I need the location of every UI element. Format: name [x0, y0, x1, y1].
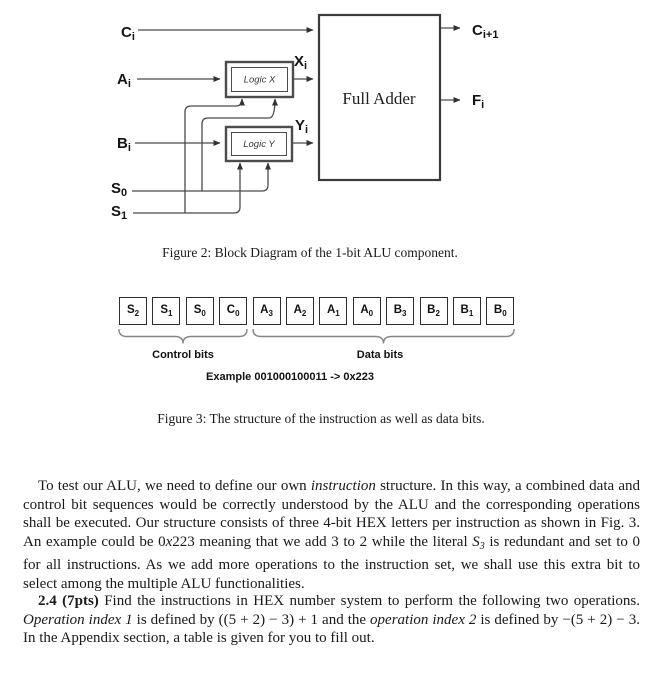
signal-ci: $C_i$ — [121, 24, 135, 43]
text-segment: x — [165, 533, 173, 550]
text-segment: 3 — [479, 540, 485, 552]
text-segment: instruction — [310, 478, 376, 494]
bit-box-S2 — [119, 297, 147, 325]
bit-index: 3 — [268, 309, 273, 318]
control-bits-label: Control bits — [152, 349, 214, 361]
wire-s0-to-logicy — [132, 163, 268, 191]
bit-name: A — [360, 304, 369, 317]
paragraph-section-2-4 — [23, 592, 640, 648]
bit-index: 0 — [201, 309, 206, 318]
bit-name: S — [126, 304, 135, 317]
paragraph-instruction-structure — [23, 477, 640, 594]
logic-y-label: Logic Y — [243, 139, 275, 150]
data-bits-label: Data bits — [356, 349, 404, 361]
text-segment: is redundant and set to 0 for all instructions. As we add more operations to the instruction set, we shall use this extra bit to select among the multiple ALU functionalities. — [23, 533, 640, 592]
signal-s1: $S_1$ — [111, 203, 128, 222]
alu-block-diagram — [0, 0, 667, 235]
text-segment: Operation index 1 — [23, 611, 133, 628]
text-segment: structure. In this way, a combined data and control bit sequences would be correctly understood by the ALU and the corresponding operations shall be executed. Our structure consists of three 4-bit HEX letters per instruction as shown in Fig. 3. An example could be 0 — [23, 478, 640, 550]
bit-box-S0 — [186, 297, 214, 325]
text-segment: Find the instructions in HEX number system to perform the following two operations. — [98, 593, 640, 609]
bit-index: 2 — [301, 309, 307, 318]
signal-yi: $Y_i$ — [295, 117, 309, 136]
full-adder-label: Full Adder — [342, 89, 416, 108]
data-bits-brace — [253, 330, 514, 344]
bit-box-A0 — [353, 297, 381, 325]
bit-name: S — [160, 304, 168, 317]
logic-y-block — [226, 127, 292, 161]
bit-index: 0 — [235, 309, 240, 318]
text-segment: 223 meaning that we add 3 to 2 while the literal — [172, 533, 473, 550]
figure2-caption: Figure 2: Block Diagram of the 1-bit ALU component. — [162, 245, 458, 260]
signal-s0: $S_0$ — [111, 180, 128, 199]
bit-index: 1 — [335, 309, 340, 318]
bit-box-B1 — [453, 297, 481, 325]
signal-fi: $F_i$ — [472, 92, 485, 111]
bit-index: 0 — [502, 309, 507, 318]
signal-ai: $A_i$ — [117, 71, 131, 90]
text-segment: S — [472, 533, 480, 550]
text-segment: is defined by ((5 + 2) − 3) + 1 and the — [132, 611, 371, 628]
bit-name: A — [326, 304, 336, 317]
bit-box-B0 — [486, 297, 514, 325]
bit-index: 2 — [134, 309, 140, 318]
bit-box-B2 — [420, 297, 448, 325]
bit-index: 1 — [468, 309, 474, 318]
signal-xi: $X_i$ — [294, 53, 308, 72]
figure3-caption: Figure 3: The structure of the instruction as well as data bits. — [157, 411, 485, 426]
text-segment: To test our ALU, we need to define our own — [38, 478, 311, 494]
bit-group-braces — [0, 329, 667, 349]
signal-bi: $B_i$ — [117, 135, 131, 154]
logic-x-label: Logic X — [243, 74, 276, 86]
text-segment: is defined by −(5 + 2) − 3. In the Appendix section, a table is given for you to fill out. — [23, 611, 640, 647]
control-bits-brace — [119, 330, 247, 344]
bit-name: B — [493, 304, 503, 317]
bit-box-A3 — [253, 297, 281, 325]
bit-box-B3 — [386, 297, 414, 325]
bit-name: C — [226, 304, 236, 317]
text-segment: 2.4 (7pts) — [38, 593, 99, 609]
bit-box-S1 — [152, 297, 180, 325]
bit-index: 2 — [435, 309, 440, 318]
full-adder-block — [319, 15, 440, 180]
bit-row — [119, 297, 514, 325]
bit-box-A2 — [286, 297, 314, 325]
bit-name: A — [260, 304, 269, 317]
bit-index: 0 — [368, 309, 374, 318]
bit-name: A — [293, 304, 302, 317]
text-segment: operation index 2 — [370, 611, 477, 628]
wire-s1-to-logicy — [133, 163, 240, 213]
signal-cout: $C_{i+1}$ — [472, 22, 499, 41]
bit-index: 3 — [402, 309, 407, 318]
bit-name: B — [427, 304, 436, 317]
bit-name: B — [393, 304, 403, 317]
bit-name: B — [460, 304, 469, 317]
instruction-example: Example 001000100011 -> 0x223 — [206, 371, 374, 383]
bit-index: 1 — [168, 309, 173, 318]
bit-box-A1 — [319, 297, 347, 325]
bit-name: S — [193, 304, 202, 317]
logic-x-block — [226, 62, 293, 97]
bit-box-C0 — [219, 297, 247, 325]
